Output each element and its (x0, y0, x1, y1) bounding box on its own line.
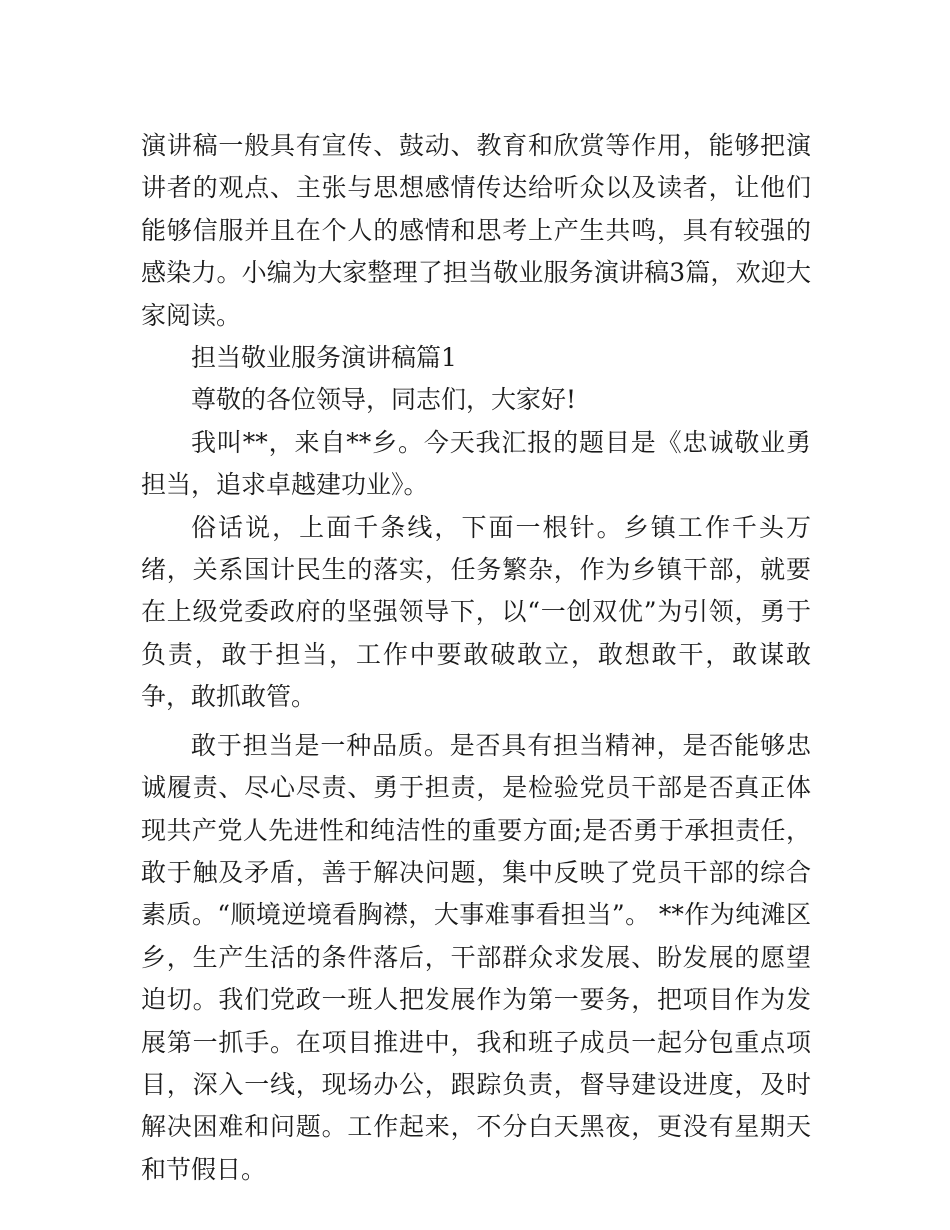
body-paragraph: 敢于担当是一种品质。是否具有担当精神，是否能够忠诚履责、尽心尽责、勇于担责，是检验党员干部是否真正体现共产党人先进性和纯洁性的重要方面;是否勇于承担责任，敢于触及矛盾，善于解决问题，集中反映了党员干部的综合素质。“顺境逆境看胸襟，大事难事看担当”。 **作为纯滩区乡，生产生活的条件落后，干部群众求发展、盼发展的愿望迫切。我们党政一班人把发展作为第一要务，把项目作为发展第一抓手。在项目推进中，我和班子成员一起分包重点项目，深入一线，现场办公，跟踪负责，督导建设进度，及时解决困难和问题。工作起来，不分白天黑夜，更没有星期天和节假日。 (141, 730, 811, 1184)
document-page (141, 125, 811, 1191)
self-introduction-paragraph: 我叫**，来自**乡。今天我汇报的题目是《忠诚敬业勇担当，追求卓越建功业》。 (141, 427, 811, 500)
section-heading: 担当敬业服务演讲稿篇1 (191, 343, 457, 373)
greeting-paragraph: 尊敬的各位领导，同志们，大家好! (191, 385, 577, 415)
intro-paragraph: 演讲稿一般具有宣传、鼓动、教育和欣赏等作用，能够把演讲者的观点、主张与思想感情传达给听众以及读者，让他们能够信服并且在个人的感情和思考上产生共鸣，具有较强的感染力。小编为大家整理了担当敬业服务演讲稿3篇，欢迎大家阅读。 (141, 131, 811, 330)
body-paragraph: 俗话说，上面千条线，下面一根针。乡镇工作千头万绪，关系国计民生的落实，任务繁杂，作为乡镇干部，就要在上级党委政府的坚强领导下，以“一创双优”为引领，勇于负责，敢于担当，工作中要敢破敢立，敢想敢干，敢谋敢争，敢抓敢管。 (141, 512, 811, 712)
